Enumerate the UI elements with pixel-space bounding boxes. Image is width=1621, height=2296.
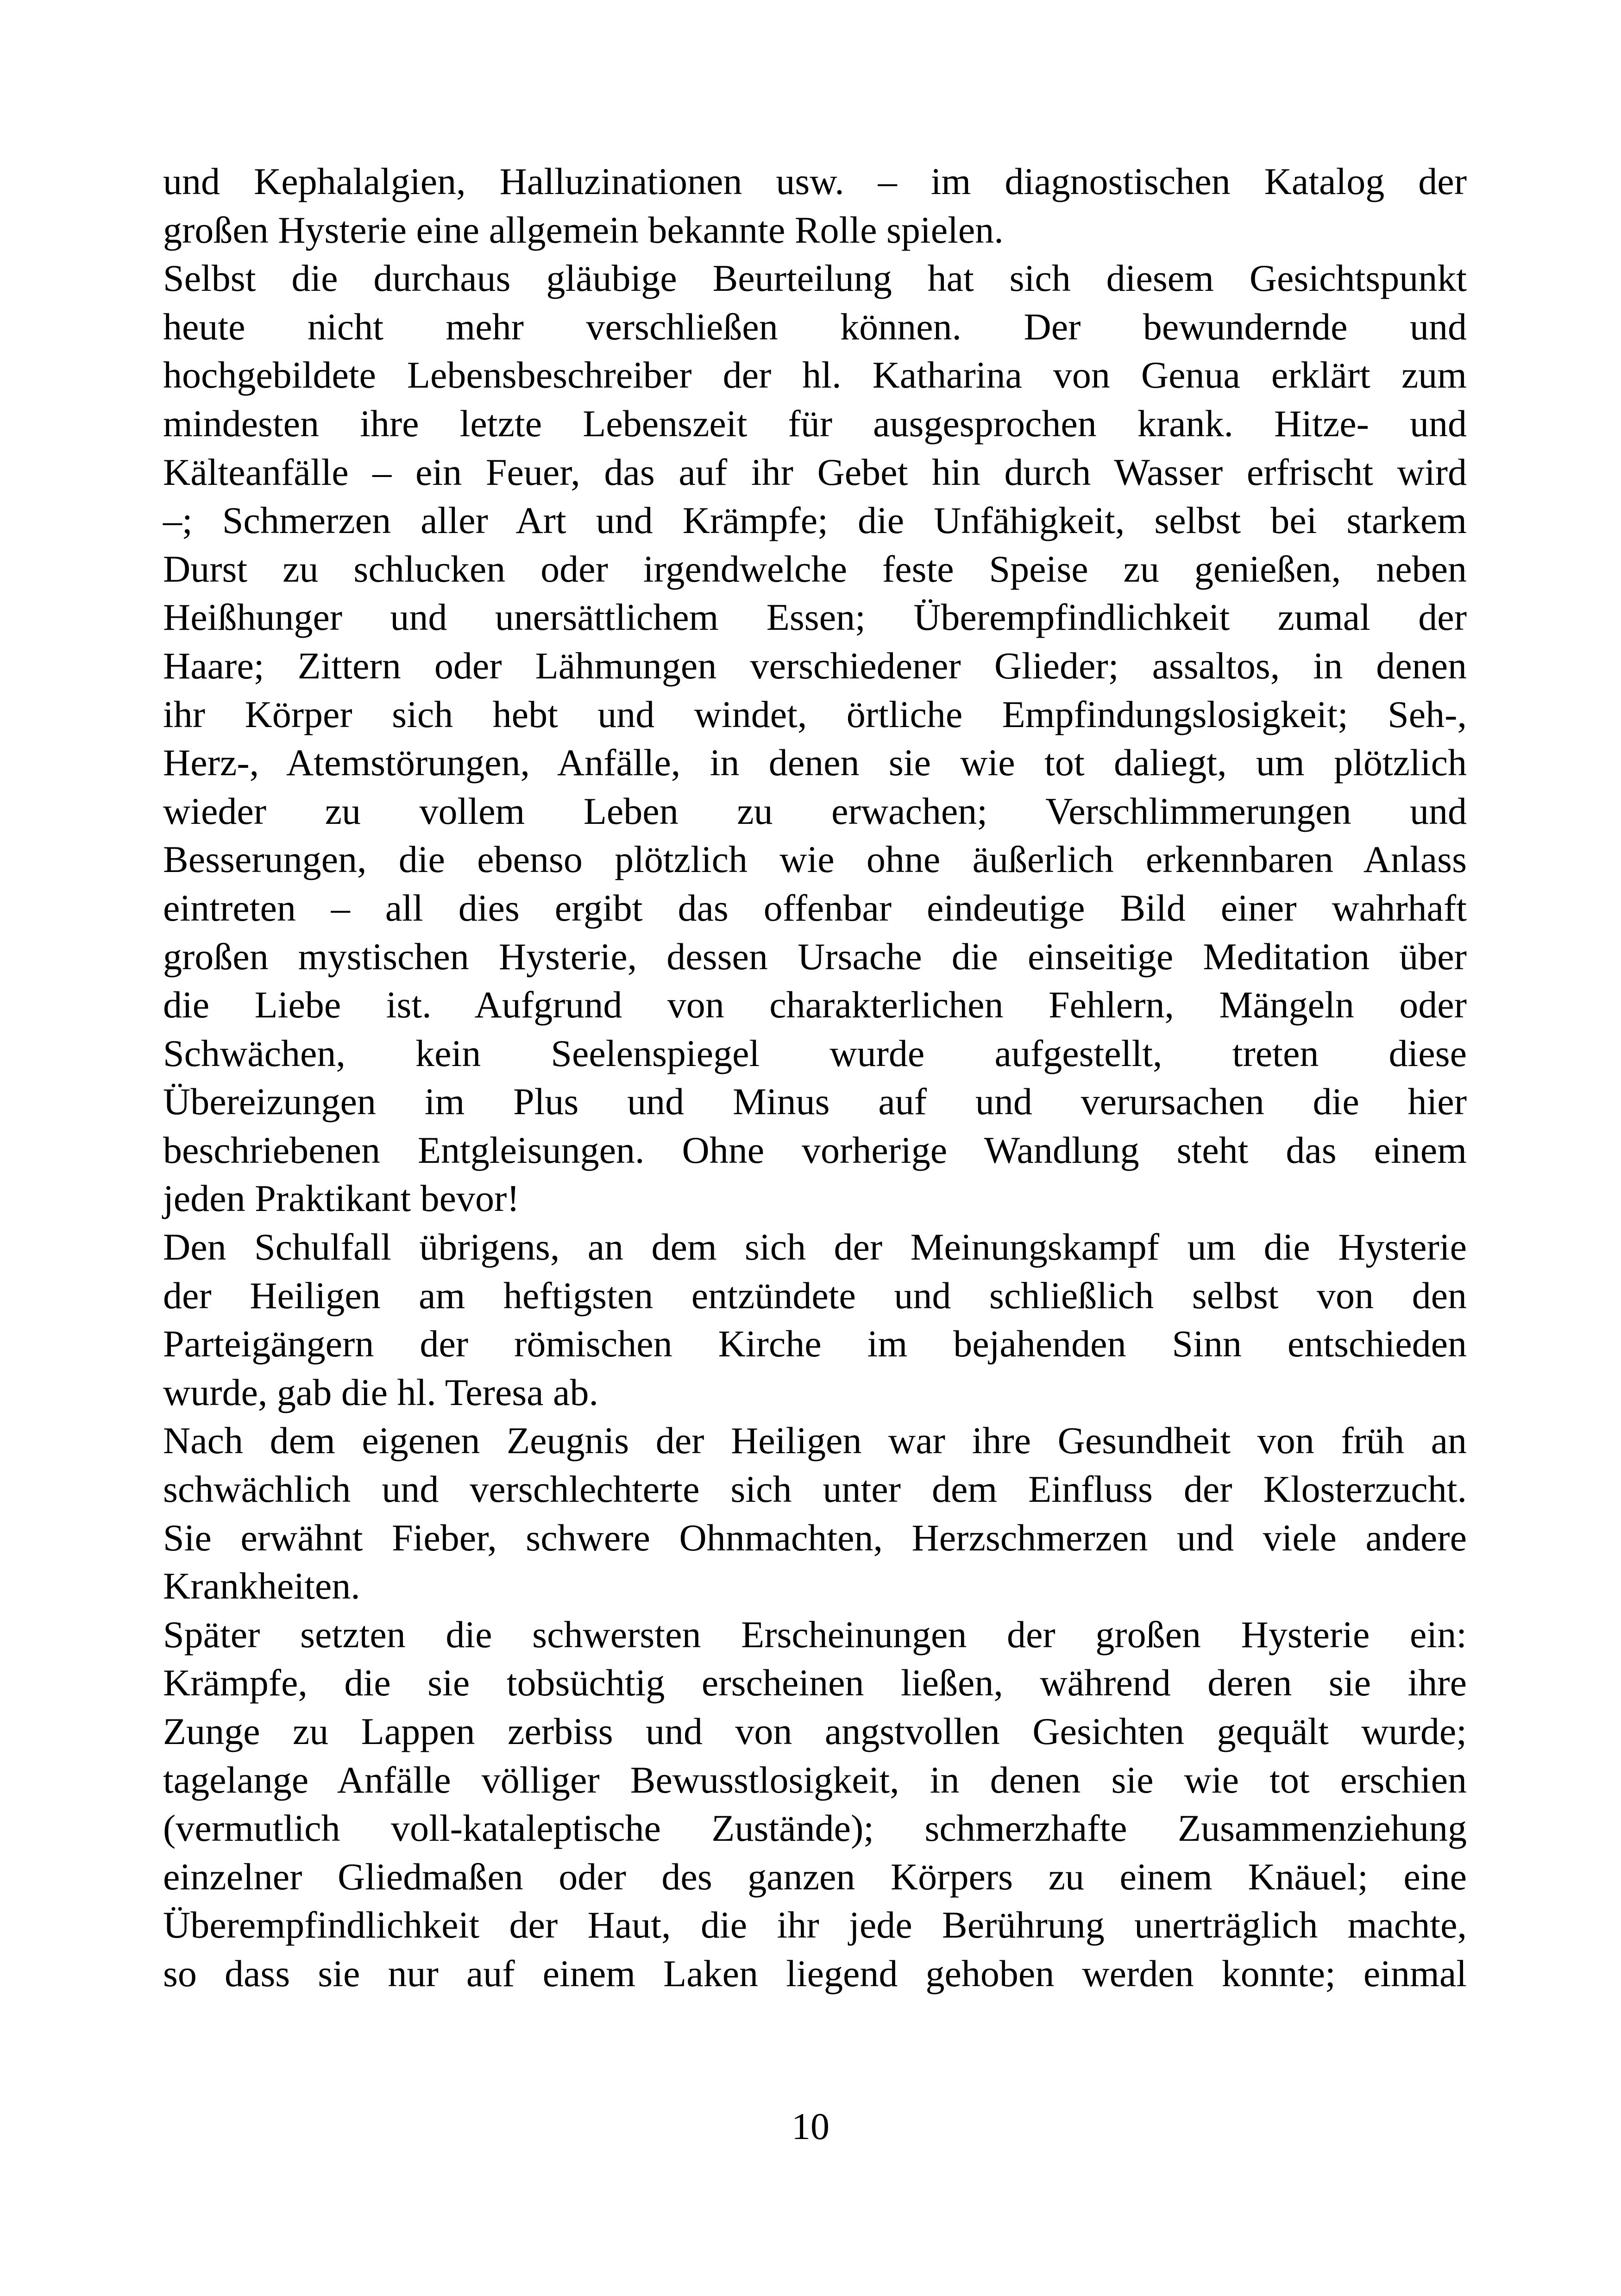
text-line: Zunge zu Lappen zerbiss und von angstvollen Gesichten gequält wurde; xyxy=(163,1710,1467,1752)
text-line: Übereizungen im Plus und Minus auf und verursachen die hier xyxy=(163,1080,1467,1123)
text-line: schwächlich und verschlechterte sich unter dem Einfluss der Klosterzucht. xyxy=(163,1468,1467,1511)
text-line: und Kephalalgien, Halluzinationen usw. – im diagnostischen Katalog der xyxy=(163,160,1467,202)
text-line: ihr Körper sich hebt und windet, örtliche Empfindungslosigkeit; Seh-, xyxy=(163,693,1467,735)
text-line: heute nicht mehr verschließen können. Der bewundernde und xyxy=(163,305,1467,348)
body-text xyxy=(163,157,1467,1998)
text-line: Durst zu schlucken oder irgendwelche feste Speise zu genießen, neben xyxy=(163,547,1467,590)
text-line: Heißhunger und unersättlichem Essen; Überempfindlichkeit zumal der xyxy=(163,596,1467,639)
text-line: Schwächen, kein Seelenspiegel wurde aufgestellt, treten diese xyxy=(163,1032,1467,1074)
text-line: Krämpfe, die sie tobsüchtig erscheinen ließen, während deren sie ihre xyxy=(163,1662,1467,1704)
text-line: tagelange Anfälle völliger Bewusstlosigkeit, in denen sie wie tot erschien xyxy=(163,1758,1467,1801)
text-line: Sie erwähnt Fieber, schwere Ohnmachten, Herzschmerzen und viele andere xyxy=(163,1516,1467,1559)
text-line: jeden Praktikant bevor! xyxy=(163,1177,520,1220)
text-line: Besserungen, die ebenso plötzlich wie ohne äußerlich erkennbaren Anlass xyxy=(163,838,1467,881)
paragraph xyxy=(163,254,1467,1223)
text-line: eintreten – all dies ergibt das offenbar eindeutige Bild einer wahrhaft xyxy=(163,886,1467,929)
paragraph xyxy=(163,1223,1467,1417)
text-line: die Liebe ist. Aufgrund von charakterlichen Fehlern, Mängeln oder xyxy=(163,984,1467,1026)
page-number: 10 xyxy=(792,2105,829,2147)
text-line: mindesten ihre letzte Lebenszeit für ausgesprochen krank. Hitze- und xyxy=(163,402,1467,445)
text-line: Den Schulfall übrigens, an dem sich der Meinungskampf um die Hysterie xyxy=(163,1226,1467,1268)
text-line: beschriebenen Entgleisungen. Ohne vorherige Wandlung steht das einem xyxy=(163,1129,1467,1171)
paragraph xyxy=(163,157,1467,254)
text-line: (vermutlich voll-kataleptische Zustände); schmerzhafte Zusammenziehung xyxy=(163,1807,1467,1850)
text-line: Kälteanfälle – ein Feuer, das auf ihr Gebet hin durch Wasser erfrischt wird xyxy=(163,451,1467,493)
text-line: großen mystischen Hysterie, dessen Ursache die einseitige Meditation über xyxy=(163,935,1467,978)
text-line: –; Schmerzen aller Art und Krämpfe; die Unfähigkeit, selbst bei starkem xyxy=(163,499,1467,542)
text-line: Haare; Zittern oder Lähmungen verschiedener Glieder; assaltos, in denen xyxy=(163,644,1467,687)
text-line: hochgebildete Lebensbeschreiber der hl. Katharina von Genua erklärt zum xyxy=(163,354,1467,396)
text-line: der Heiligen am heftigsten entzündete und schließlich selbst von den xyxy=(163,1274,1467,1317)
paragraph xyxy=(163,1611,1467,1998)
text-line: einzelner Gliedmaßen oder des ganzen Körpers zu einem Knäuel; eine xyxy=(163,1855,1467,1898)
paragraph xyxy=(163,1417,1467,1610)
text-line: Parteigängern der römischen Kirche im bejahenden Sinn entschieden xyxy=(163,1323,1467,1365)
text-line: Später setzten die schwersten Erscheinungen der großen Hysterie ein: xyxy=(163,1613,1467,1656)
text-line: Überempfindlichkeit der Haut, die ihr jede Berührung unerträglich machte, xyxy=(163,1904,1467,1946)
text-line: großen Hysterie eine allgemein bekannte Rolle spielen. xyxy=(163,208,1004,251)
text-line: Krankheiten. xyxy=(163,1565,360,1607)
text-line: wieder zu vollem Leben zu erwachen; Verschlimmerungen und xyxy=(163,790,1467,832)
text-line: so dass sie nur auf einem Laken liegend gehoben werden konnte; einmal xyxy=(163,1952,1467,1995)
text-line: Herz-, Atemstörungen, Anfälle, in denen sie wie tot daliegt, um plötzlich xyxy=(163,741,1467,784)
text-line: wurde, gab die hl. Teresa ab. xyxy=(163,1371,598,1413)
text-line: Selbst die durchaus gläubige Beurteilung hat sich diesem Gesichtspunkt xyxy=(163,257,1467,300)
text-line: Nach dem eigenen Zeugnis der Heiligen war ihre Gesundheit von früh an xyxy=(163,1419,1467,1462)
